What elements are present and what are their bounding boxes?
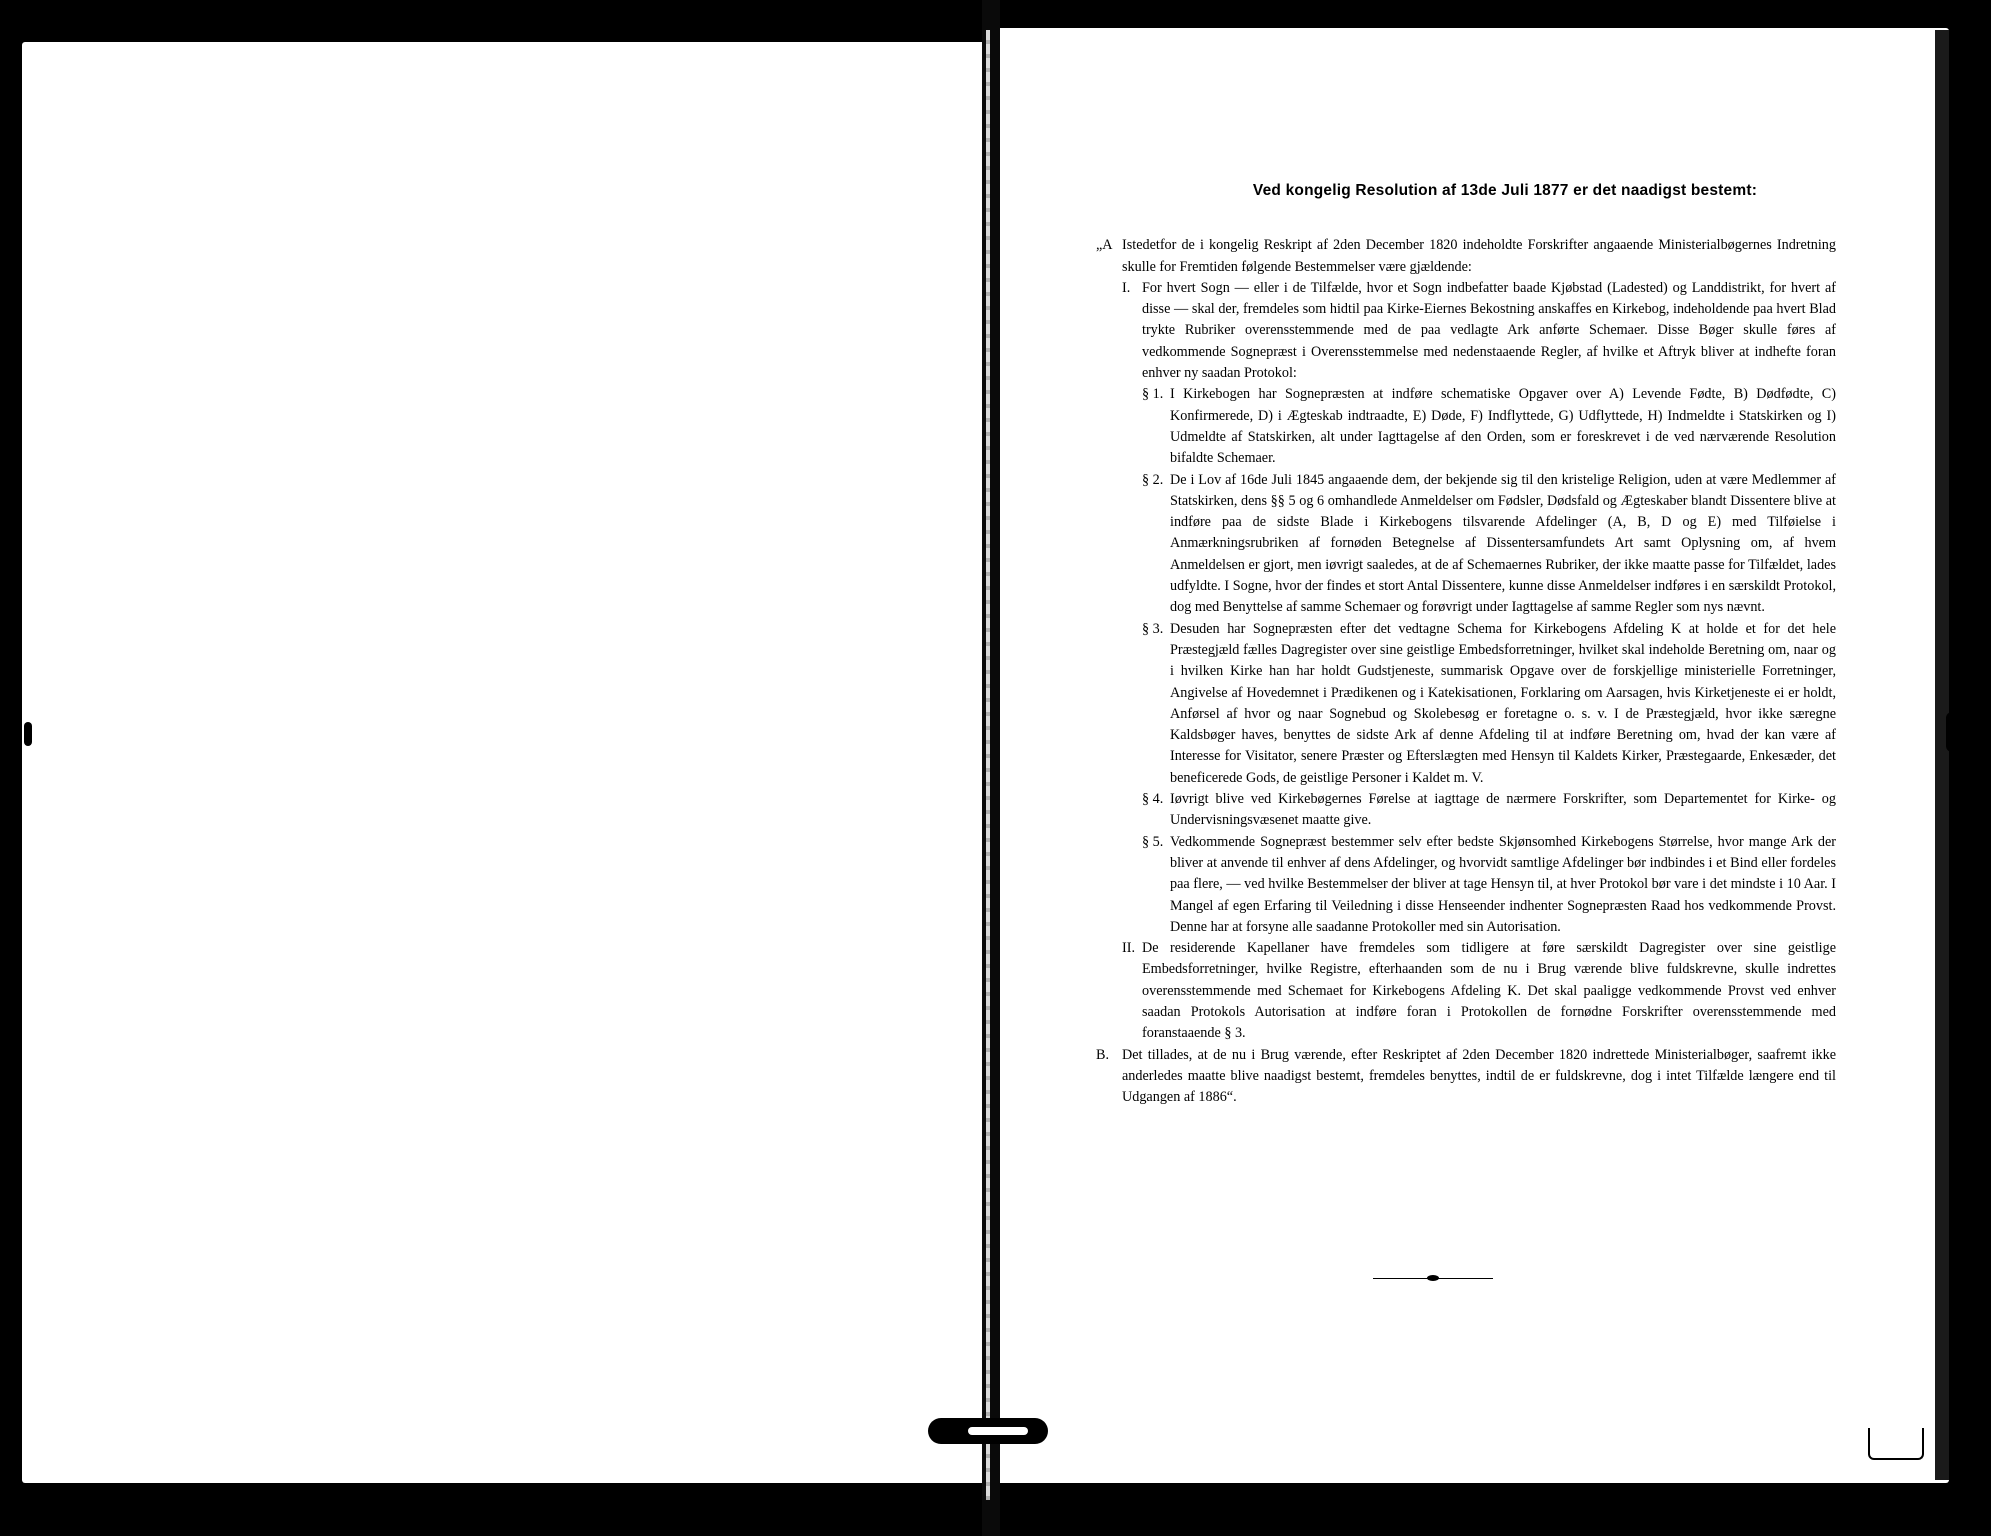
paragraph-2 (1142, 470, 1836, 619)
paragraph-text: Vedkommende Sognepræst bestemmer selv efter bedste Skjønsomhed Kirkebogens Størrelse, hvor mange Ark der bliver at anvende til enhver af dens Afdelinger, og hvorvidt samtlige Afdelinger bør indbindes i et Bind eller fordeles paa flere, — ved hvilke Bestemmelser der bliver at tage Hensyn til, at hver Protokol bør vare i det mindste i 10 Aar. I Mangel af egen Erfaring til Veiledning i disse Henseender indhenter Sognepræsten Raad hos vedkommende Provst. Denne har at forsyne alle saadanne Protokoller med sin Autorisation. (1170, 833, 1836, 935)
paragraph-text: I Kirkebogen har Sognepræsten at indføre schematiske Opgaver over A) Levende Fødte, B) Dødfødte, C) Konfirmerede, D) i Ægteskab indtraadte, E) Døde, F) Indflyttede, G) Udflyttede, H) Indmeldte i Statskirken og I) Udmeldte af Statskirken, alt under Iagttagelse af den Orden, som er foreskrevet i de ved nærværende Resolution bifaldte Schemaer. (1170, 386, 1836, 467)
paragraph-label: § 1. (1142, 386, 1164, 403)
section-a-text: Istedetfor de i kongelig Reskript af 2den December 1820 indeholdte Forskrifter angaaende Ministerialbøgernes Indretning skulle for Fremtiden følgende Bestemmelser være gjældende: (1122, 237, 1836, 275)
paragraph-text: Iøvrigt blive ved Kirkebøgernes Førelse at iagttage de nærmere Forskrifter, som Departementet for Kirke- og Undervisningsvæsenet maatte give. (1170, 791, 1836, 829)
item-i-text: For hvert Sogn — eller i de Tilfælde, hvor et Sogn indbefatter baade Kjøbstad (Ladested) og Landdistrikt, for hvert af disse — skal der, fremdeles som hidtil paa Kirke-Eiernes Bekostning anskaffes en Kirkebog, indeholdende paa hvert Blad trykte Rubriker overensstemmende med de paa vedlagte Ark anførte Schemaer. Disse Bøger skulle føres af vedkommende Sognepræst i Overensstemmelse med nedenstaaende Regler, af hvilke et Aftryk bliver at indhefte foran enhver ny saadan Protokol: (1142, 279, 1836, 382)
book-spine (982, 0, 1000, 1536)
paragraph-4 (1142, 789, 1836, 832)
binding-thread (986, 30, 990, 1500)
paragraph-1 (1142, 384, 1836, 469)
paragraph-text: Desuden har Sognepræsten efter det vedtagne Schema for Kirkebogens Afdeling K at holde et for det hele Præstegjæld fælles Dagregister over sine geistlige Embedsforretninger, hvilket skal indeholde Beretning om, naar og i hvilken Kirke han har holdt Gudstjeneste, summarisk Opgave over de forskjellige ministerielle Forretninger, Angivelse af Hovedemnet i Prædikenen og i Katekisationen, Forklaring om Aarsagen, hvis Kirketjeneste ei er holdt, Anførsel af hvor og naar Sognebud og Skolebesøg er foretagne o. s. v. I de Præstegjæld, hvor ikke særegne Kaldsbøger haves, benyttes de sidste Ark af denne Afdeling til at indføre Beretning om, hvad der kan være af Interesse for Visitator, senere Præster og Efterslægten med Hensyn til Kaldets Kirker, Præstegaarde, Enkesæder, det beneficerede Gods, de geistlige Personer i Kaldet m. V. (1170, 620, 1836, 786)
corner-bracket-mark (1868, 1428, 1924, 1460)
item-i (1122, 278, 1836, 384)
item-ii (1122, 938, 1836, 1044)
binding-knot (928, 1418, 1048, 1444)
section-a-label: „A (1096, 237, 1113, 254)
paragraph-text: De i Lov af 16de Juli 1845 angaaende dem, der bekjende sig til den kristelige Religion, uden at være Medlemmer af Statskirken, dens §§ 5 og 6 omhandlede Anmeldelser om Fødsler, Dødsfald og Ægteskaber blandt Dissentere blive at indføre paa de sidste Blade i Kirkebogens tilsvarende Afdelinger (A, B, D og E) med Tilføielse i Anmærkningsrubriken af fornøden Betegnelse af Dissentersamfundets Art samt Oplysning om, af hvem Anmeldelsen er gjort, men iøvrigt saaledes, at de af Schemaernes Rubriker, der ikke maatte passe for Tilfældet, lades udfyldte. I Sogne, hvor der findes et stort Antal Dissentere, kunne disse Anmeldelser indføres i en særskildt Protokol, dog med Benyttelse af samme Schemaer og forøvrigt under Iagttagelse af samme Regler som nys nævnt. (1170, 471, 1836, 616)
item-ii-text: De residerende Kapellaner have fremdeles som tidligere at føre særskildt Dagregister over sine geistlige Embedsforretninger, hvilke Registre, efterhaanden som de nu i Brug værende blive fuldskrevne, skulle indrettes overensstemmende med Schemaet for Kirkebogens Afdeling K. Det skal paaligge vedkommende Provst ved enhver saadan Protokols Autorisation at indføre foran i Protokollen de fornødne Forskrifter overensstemmende med foranstaaende § 3. (1142, 940, 1836, 1042)
binding-mark-right (1946, 712, 1958, 752)
paragraph-label: § 4. (1142, 791, 1164, 808)
resolution-text (1096, 180, 1836, 1108)
section-b-text: Det tillades, at de nu i Brug værende, efter Reskriptet af 2den December 1820 indrettede Ministerialbøger, saafremt ikke anderledes maatte blive naadigst bestemt, fremdeles benyttes, indtil de er fuldskrevne, dog i intet Tilfælde længere end til Udgangen af 1886“. (1122, 1046, 1836, 1106)
binding-mark-left (24, 722, 32, 746)
paragraph-3 (1142, 619, 1836, 789)
paragraph-label: § 5. (1142, 833, 1164, 850)
section-a (1096, 235, 1836, 278)
divider-ornament (1368, 1276, 1498, 1280)
left-page-blank (22, 42, 986, 1483)
section-b (1096, 1045, 1836, 1109)
page-heading: Ved kongelig Resolution af 13de Juli 1877 er det naadigst bestemt: (1252, 182, 1758, 199)
section-b-label: B. (1096, 1046, 1110, 1063)
paragraph-5 (1142, 832, 1836, 938)
paragraph-label: § 2. (1142, 471, 1164, 488)
paragraph-label: § 3. (1142, 620, 1164, 637)
item-i-label: I. (1122, 279, 1131, 296)
item-ii-label: II. (1122, 940, 1135, 957)
right-page-edge (1935, 30, 1949, 1480)
